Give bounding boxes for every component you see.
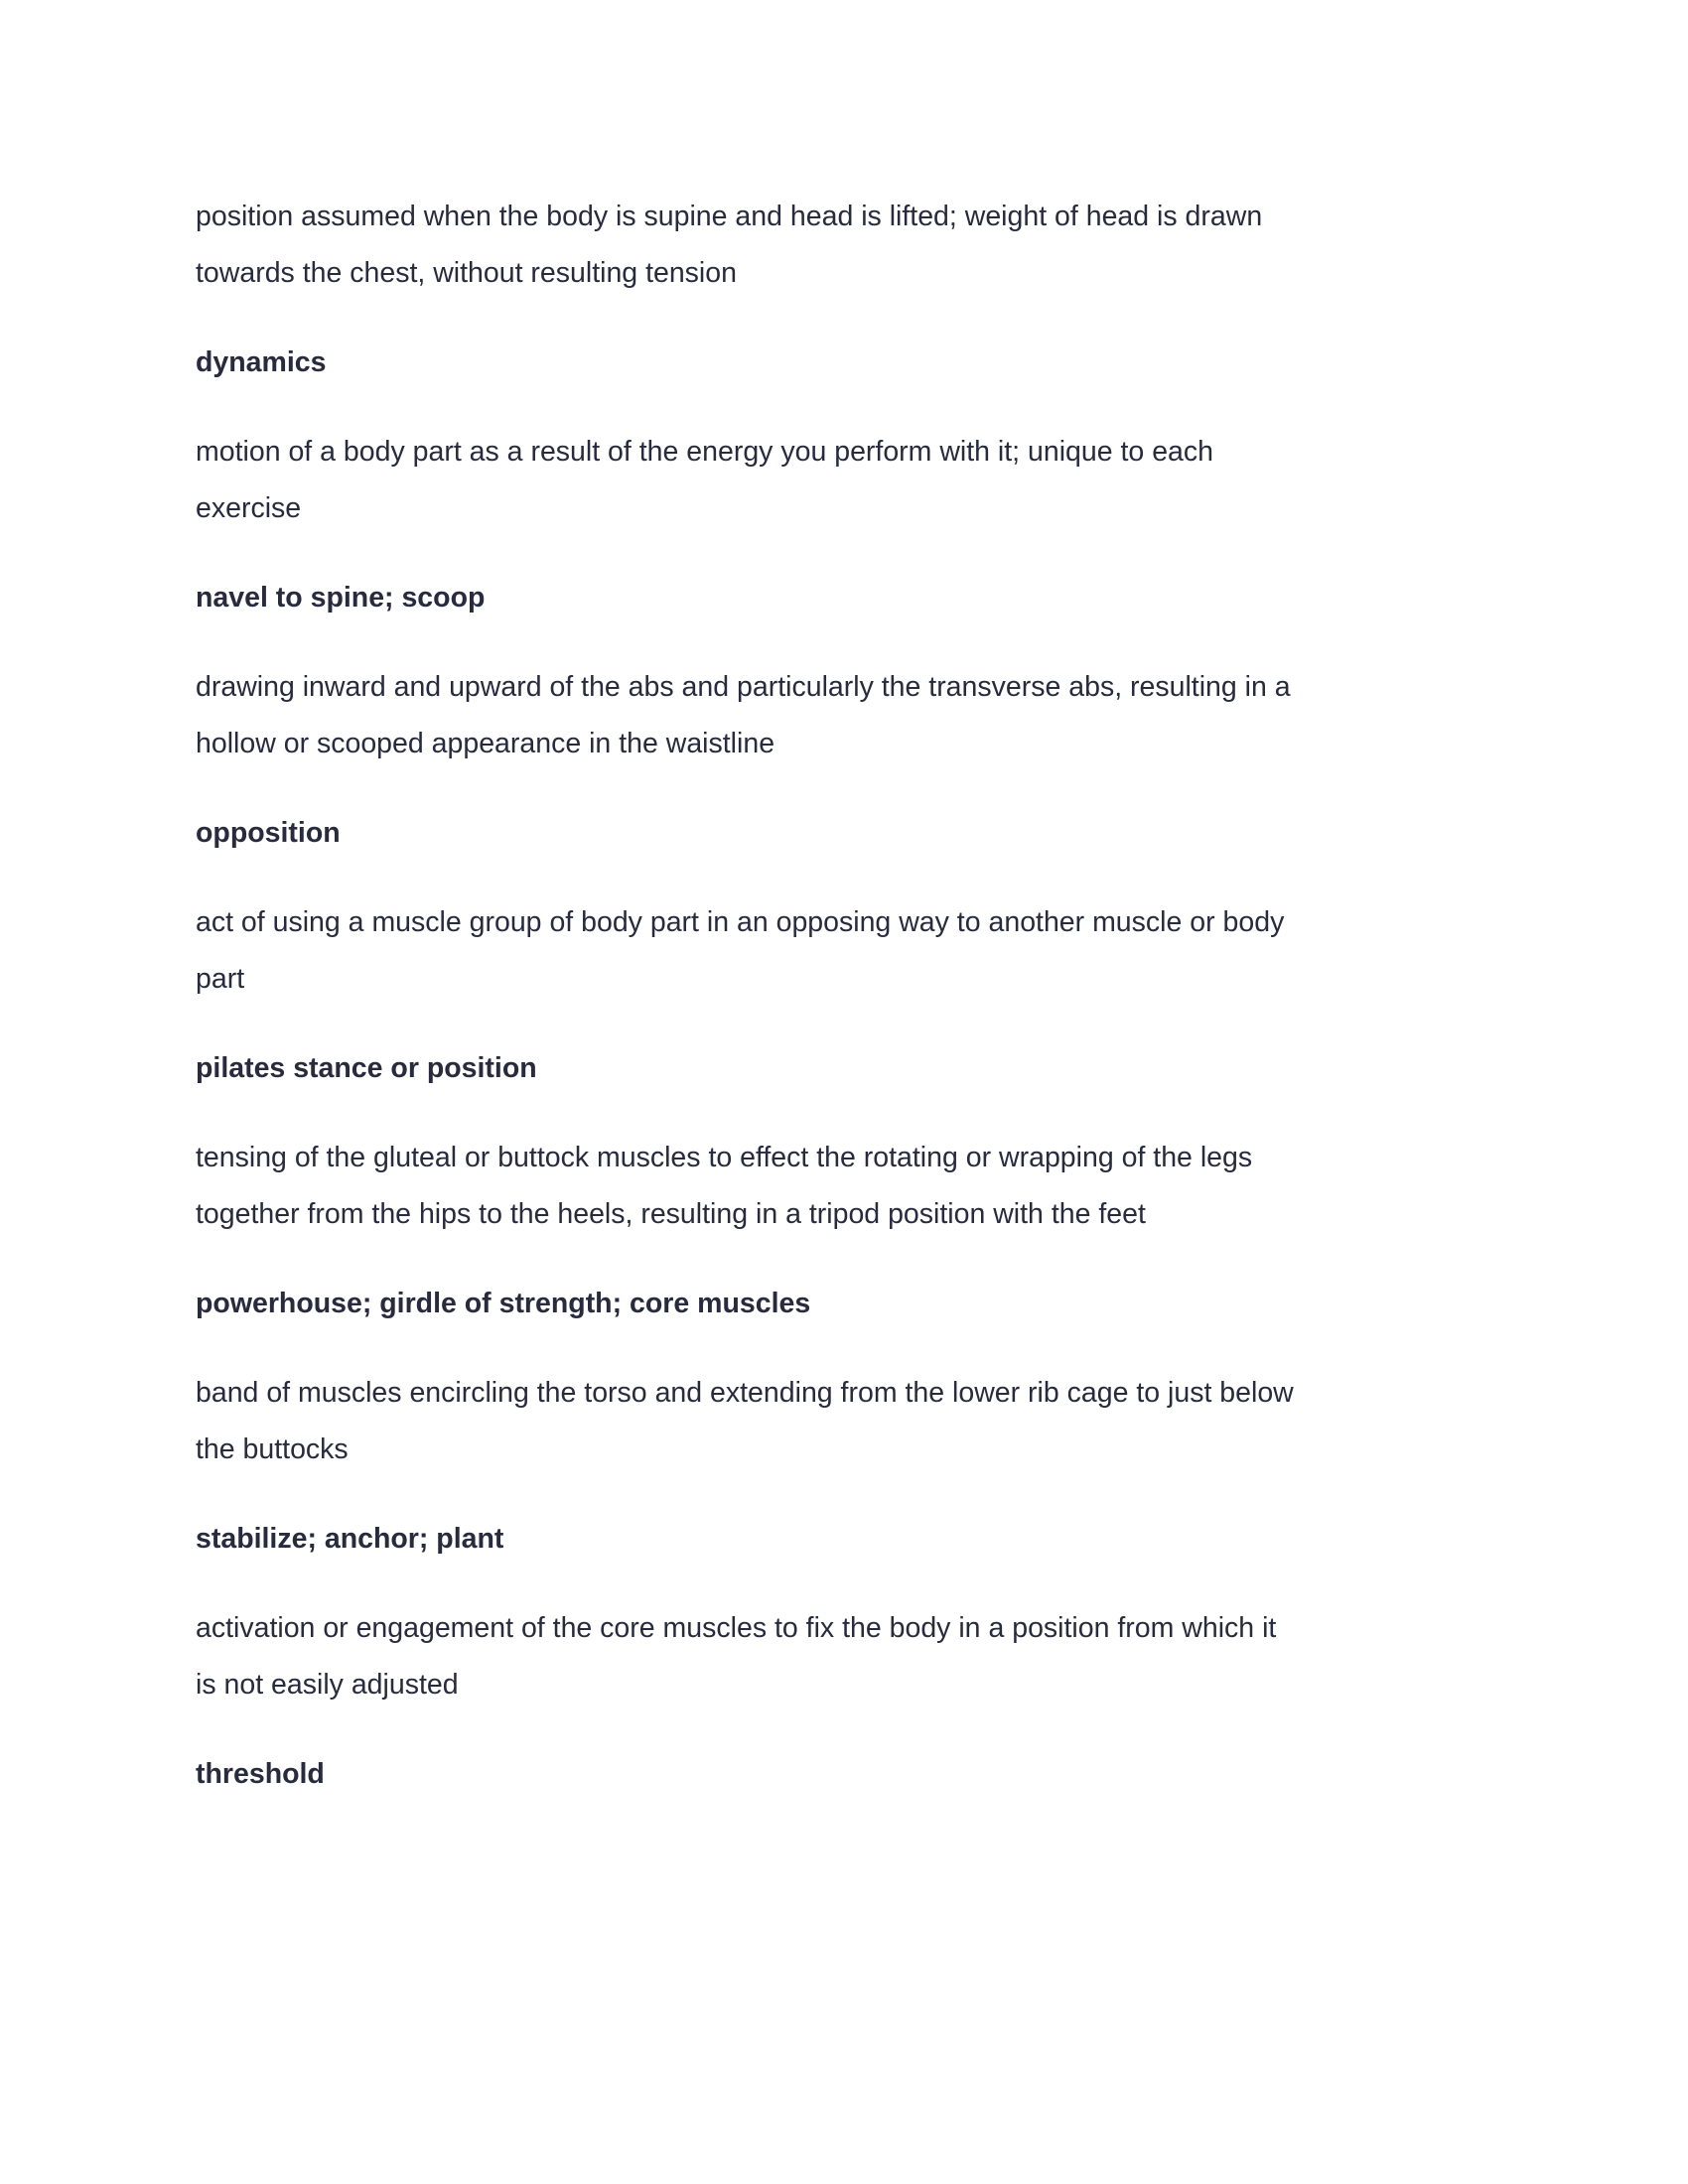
text-line: position assumed when the body is supine and head is lifted; weight of head is drawn xyxy=(196,201,1263,232)
text-line: threshold xyxy=(196,1758,325,1790)
glossary-term xyxy=(196,805,1506,862)
text-line: exercise xyxy=(196,492,302,524)
text-line: act of using a muscle group of body part in an opposing way to another muscle or body xyxy=(196,906,1285,938)
text-line: navel to spine; scoop xyxy=(196,582,486,614)
glossary-definition xyxy=(196,189,1506,302)
text-line: dynamics xyxy=(196,346,327,378)
glossary-term xyxy=(196,570,1506,626)
text-line: stabilize; anchor; plant xyxy=(196,1523,504,1555)
glossary-term xyxy=(196,335,1506,391)
glossary-document xyxy=(196,189,1506,1836)
text-line: opposition xyxy=(196,817,341,849)
glossary-definition xyxy=(196,659,1506,772)
glossary-term xyxy=(196,1746,1506,1803)
glossary-definition xyxy=(196,1600,1506,1713)
text-line: powerhouse; girdle of strength; core muscles xyxy=(196,1288,811,1319)
glossary-definition xyxy=(196,1365,1506,1478)
text-line: part xyxy=(196,963,245,995)
text-line: tensing of the gluteal or buttock muscles to effect the rotating or wrapping of the legs xyxy=(196,1142,1253,1173)
text-line: motion of a body part as a result of the energy you perform with it; unique to each xyxy=(196,436,1213,468)
glossary-term xyxy=(196,1040,1506,1097)
text-line: drawing inward and upward of the abs and particularly the transverse abs, resulting in a xyxy=(196,671,1291,703)
text-line: together from the hips to the heels, resulting in a tripod position with the feet xyxy=(196,1198,1146,1230)
text-line: pilates stance or position xyxy=(196,1052,537,1084)
text-line: hollow or scooped appearance in the waistline xyxy=(196,728,775,759)
glossary-definition xyxy=(196,424,1506,537)
text-line: activation or engagement of the core muscles to fix the body in a position from which it xyxy=(196,1612,1277,1644)
glossary-definition xyxy=(196,1130,1506,1243)
text-line: band of muscles encircling the torso and extending from the lower rib cage to just below xyxy=(196,1377,1294,1409)
text-line: the buttocks xyxy=(196,1433,349,1465)
glossary-term xyxy=(196,1276,1506,1332)
glossary-term xyxy=(196,1511,1506,1568)
text-line: is not easily adjusted xyxy=(196,1669,459,1701)
glossary-definition xyxy=(196,894,1506,1008)
text-line: towards the chest, without resulting tension xyxy=(196,257,737,289)
